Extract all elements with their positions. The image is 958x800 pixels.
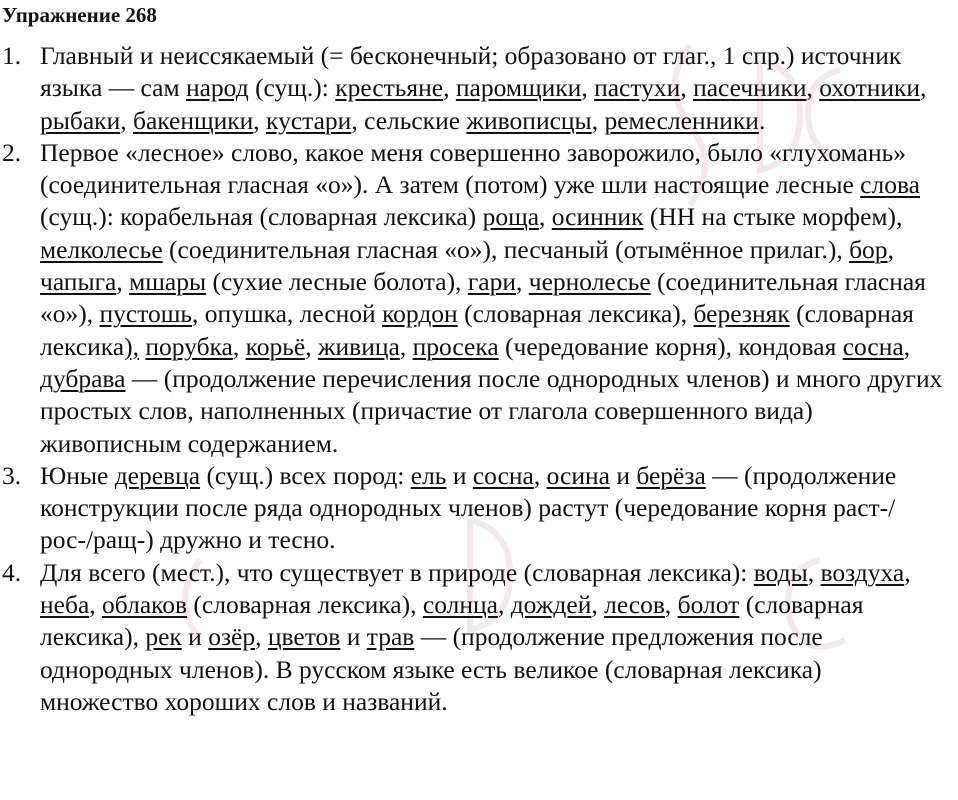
underlined-word: бакенщики [132,105,254,135]
text-segment: и [446,460,473,490]
underlined-word: паромщики [455,73,582,103]
underlined-word: бор [849,234,888,264]
underlined-word: роща [482,202,540,232]
text-segment: , [232,331,246,361]
underlined-word: чапыга [40,267,117,297]
underlined-word: пасечники [693,73,807,103]
text-segment: , опушка, лесной [192,299,383,329]
text-segment: (сухие лесные болота), [206,267,468,297]
text-segment: , [539,202,552,232]
text-segment: Главный и неиссякаемый (= бесконечный; образовано от глаг., 1 спр.) источник языка — сам [40,41,902,103]
text-segment: , [497,590,511,620]
underlined-word: корьё [245,331,306,361]
text-segment: , [253,105,267,135]
underlined-word: кустари [266,105,352,135]
item-text [40,461,896,555]
underlined-word: порубка [145,331,233,361]
text-segment: , [903,331,911,361]
underlined-word: пустошь [99,299,193,329]
text-segment: , [120,105,133,135]
underlined-word: солнца [422,590,498,620]
underlined-word: облаков [102,590,188,620]
text-segment: , [255,622,268,652]
text-segment: (словарная лексика), [457,299,694,329]
text-segment: (соединительная гласная «о»), песчаный (отымённое прилаг.), [162,234,850,264]
underlined-word: сосна [472,460,534,490]
underlined-word: цветов [267,622,341,652]
text-segment: (соединительная гласная «о»), [40,267,926,329]
underlined-word: ель [410,460,447,490]
underlined-word: живица [317,331,400,361]
underlined-word: крестьяне [335,73,444,103]
text-segment: (словарная лексика [40,299,914,361]
underlined-word: сосна [842,331,904,361]
underlined-word: рек [145,622,182,652]
text-segment: Для всего (мест.), что существует в природе (словарная лексика): [40,557,754,587]
text-segment: , [807,557,821,587]
underlined-word: дождей [510,590,592,620]
text-segment: . [758,105,766,135]
underlined-word: охотники [819,73,921,103]
text-segment: , [887,234,894,264]
text-segment: , [806,73,820,103]
underlined-word: мшары [129,267,207,297]
underlined-word: березняк [693,299,790,329]
underlined-word: пастухи [594,73,681,103]
text-segment: , [516,267,529,297]
underlined-word: просека [412,331,499,361]
text-segment: — (продолжение конструкции после ряда однородных членов) растут (чередование корня раст-/рос-/ращ-) дружно и тесно. [40,460,897,555]
exercise-item [0,137,945,460]
text-segment: Первое «лесное» слово, какое меня совершенно заворожило, было «глухомань» (соединительная гласная «о»). А затем (потом) уже шли настоящие лесные [40,137,906,200]
underlined-word: болот [677,590,740,620]
underlined-word: осинник [551,202,644,232]
text-segment: (НН на стыке морфем), [643,202,903,232]
underlined-word: дубрава [40,363,126,393]
text-segment: , [680,73,694,103]
underlined-word: ), [124,331,139,361]
underlined-word: чернолесье [528,267,651,297]
underlined-word: осина [546,460,610,490]
text-segment: (словарная лексика), [40,590,864,652]
item-text [40,138,942,458]
underlined-word: народ [185,73,249,103]
exercise-list [0,40,945,718]
item-text [40,558,911,716]
text-segment: (сущ.) всех пород: [200,460,411,490]
exercise-item [0,557,945,718]
text-segment: , [305,331,318,361]
underlined-word: ремесленники [604,105,759,135]
text-segment: , [591,590,605,620]
text-segment: (сущ.): корабельная (словарная лексика) [40,202,483,232]
text-segment: , [581,73,595,103]
text-segment: , [591,105,605,135]
text-segment: (сущ.): [248,73,336,103]
text-segment: и [340,622,367,652]
text-segment: Юные [40,460,115,490]
exercise-item [0,40,945,137]
text-segment: и [181,622,209,652]
underlined-word: воздуха [820,557,905,587]
underlined-word: трав [366,622,415,652]
exercise-title: Упражнение 268 [2,3,157,27]
underlined-word: гари [467,267,516,297]
text-segment: , [920,73,927,103]
underlined-word: неба [40,590,90,620]
text-segment: , [904,557,911,587]
underlined-word: слова [860,170,920,200]
underlined-word: мелколесье [40,234,163,264]
text-segment: — (продолжение предложения после однородных членов). В русском языке есть великое (словарная лексика) множество хороших слов и названий. [40,622,823,716]
item-number: 2. [2,137,22,167]
underlined-word: деревца [114,460,201,490]
text-segment: (словарная лексика), [187,590,423,620]
text-segment: , сельские [351,105,467,135]
underlined-word: кордон [382,299,458,329]
text-segment: , [533,460,547,490]
item-number: 3. [2,460,22,490]
text-segment: — (продолжение перечисления после однородных членов) и много других простых слов, наполненных (причастие от глагола совершенного вида) живописным содержанием. [40,363,943,458]
text-segment: , [399,331,413,361]
text-segment: , [443,73,456,103]
underlined-word: берёза [636,460,706,490]
underlined-word: озёр [208,622,256,652]
text-segment: , [89,590,103,620]
item-number: 1. [2,41,22,70]
underlined-word: лесов [604,590,665,620]
item-text [40,41,926,135]
underlined-word: живописцы [466,105,592,135]
underlined-word: воды [753,557,808,587]
item-number: 4. [2,557,22,587]
underlined-word: рыбаки [40,105,121,135]
text-segment: , [116,267,130,297]
exercise-item [0,460,945,557]
text-segment: (чередование корня), кондовая [498,331,843,361]
text-segment: и [609,460,637,490]
text-segment: , [664,590,678,620]
